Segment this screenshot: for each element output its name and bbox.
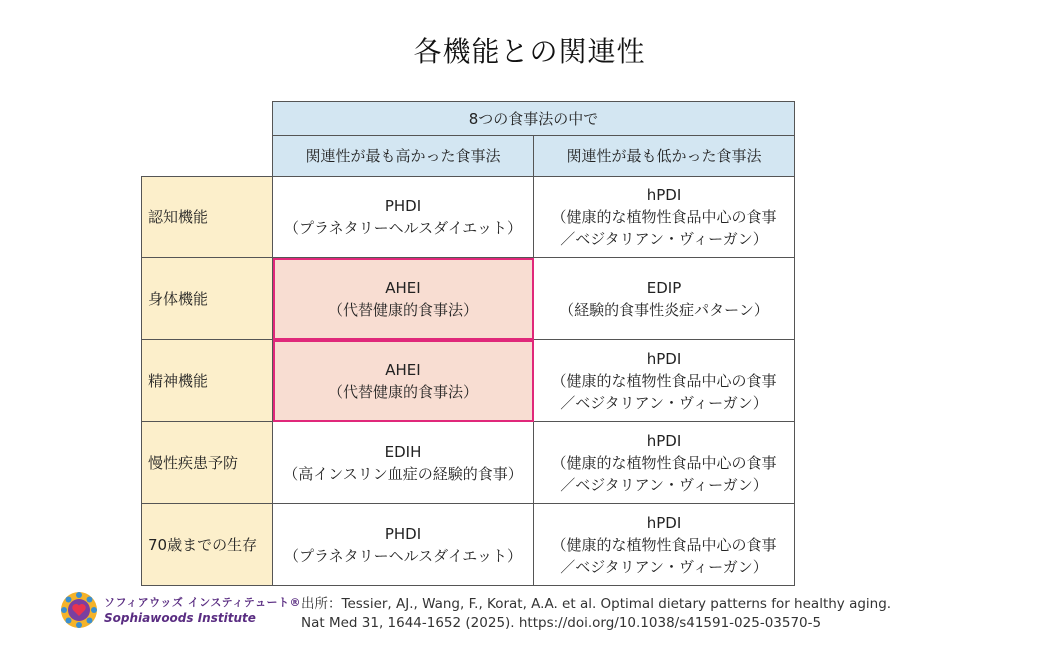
diet-abbrev: EDIH: [384, 442, 422, 461]
row-label: 慢性疾患予防: [142, 422, 273, 504]
diet-description: （健康的な植物性食品中心の食事: [551, 208, 777, 226]
logo-text-en: Sophiawoods Institute: [104, 611, 256, 625]
lowest-cell: [534, 340, 795, 422]
institute-logo: [60, 591, 301, 631]
diet-abbrev: PHDI: [384, 197, 422, 215]
source-citation: [301, 595, 891, 633]
diet-description: （代替健康的食事法）: [327, 300, 478, 319]
row-label: 70歳までの生存: [142, 504, 273, 586]
diet-abbrev: EDIP: [646, 278, 682, 297]
table-row: [142, 504, 795, 586]
row-label: 身体機能: [142, 258, 273, 340]
lowest-cell: [534, 422, 795, 504]
highest-cell: [273, 504, 534, 586]
diet-description: ／ベジタリアン・ヴィーガン）: [560, 475, 768, 494]
lowest-cell: [534, 177, 795, 258]
diet-comparison-table: [141, 101, 795, 586]
empty-corner: [142, 136, 273, 177]
lowest-cell: [534, 504, 795, 586]
empty-corner: [142, 102, 273, 136]
col-header-lowest: 関連性が最も低かった食事法: [534, 136, 795, 177]
diet-description: （健康的な植物性食品中心の食事: [551, 453, 777, 472]
diet-description: （プラネタリーヘルスダイエット）: [284, 546, 522, 565]
col-header-highest: 関連性が最も高かった食事法: [273, 136, 534, 177]
diet-abbrev: hPDI: [646, 431, 682, 450]
citation-line-1: 出所：Tessier, AJ., Wang, F., Korat, A.A. et al. Optimal dietary patterns for healthy aging.: [301, 596, 892, 612]
sun-heart-icon: [60, 591, 98, 629]
diet-description: ／ベジタリアン・ヴィーガン）: [560, 230, 768, 248]
diet-description: （高インスリン血症の経験的食事）: [283, 464, 523, 483]
diet-description: （代替健康的食事法）: [327, 382, 478, 401]
group-header: 8つの食事法の中で: [273, 102, 795, 136]
diet-abbrev: AHEI: [385, 360, 421, 379]
highest-cell: [273, 422, 534, 504]
diet-abbrev: hPDI: [646, 186, 682, 204]
diet-description: ／ベジタリアン・ヴィーガン）: [560, 393, 768, 412]
lowest-cell: [534, 258, 795, 340]
table-row: [142, 258, 795, 340]
row-label: 認知機能: [142, 177, 273, 258]
citation-line-2: Nat Med 31, 1644-1652 (2025). https://doi.org/10.1038/s41591-025-03570-5: [301, 615, 822, 631]
diet-abbrev: AHEI: [385, 278, 421, 297]
table-row: [142, 340, 795, 422]
diet-abbrev: hPDI: [646, 349, 682, 368]
logo-text-jp: ソフィアウッズ インスティテュート®: [104, 596, 301, 609]
highest-cell-highlighted: [273, 258, 534, 340]
diet-description: （プラネタリーヘルスダイエット）: [284, 219, 522, 237]
diet-abbrev: hPDI: [646, 513, 682, 532]
highest-cell: [273, 177, 534, 258]
table-row: [142, 177, 795, 258]
diet-description: （健康的な植物性食品中心の食事: [551, 535, 777, 554]
row-label: 精神機能: [142, 340, 273, 422]
highest-cell-highlighted: [273, 340, 534, 422]
diet-description: ／ベジタリアン・ヴィーガン）: [560, 557, 768, 576]
diet-description: （経験的食事性炎症パターン）: [559, 300, 769, 319]
table-row: [142, 422, 795, 504]
page-title: 各機能との関連性: [413, 35, 646, 68]
diet-description: （健康的な植物性食品中心の食事: [551, 371, 777, 390]
diet-abbrev: PHDI: [384, 524, 422, 543]
